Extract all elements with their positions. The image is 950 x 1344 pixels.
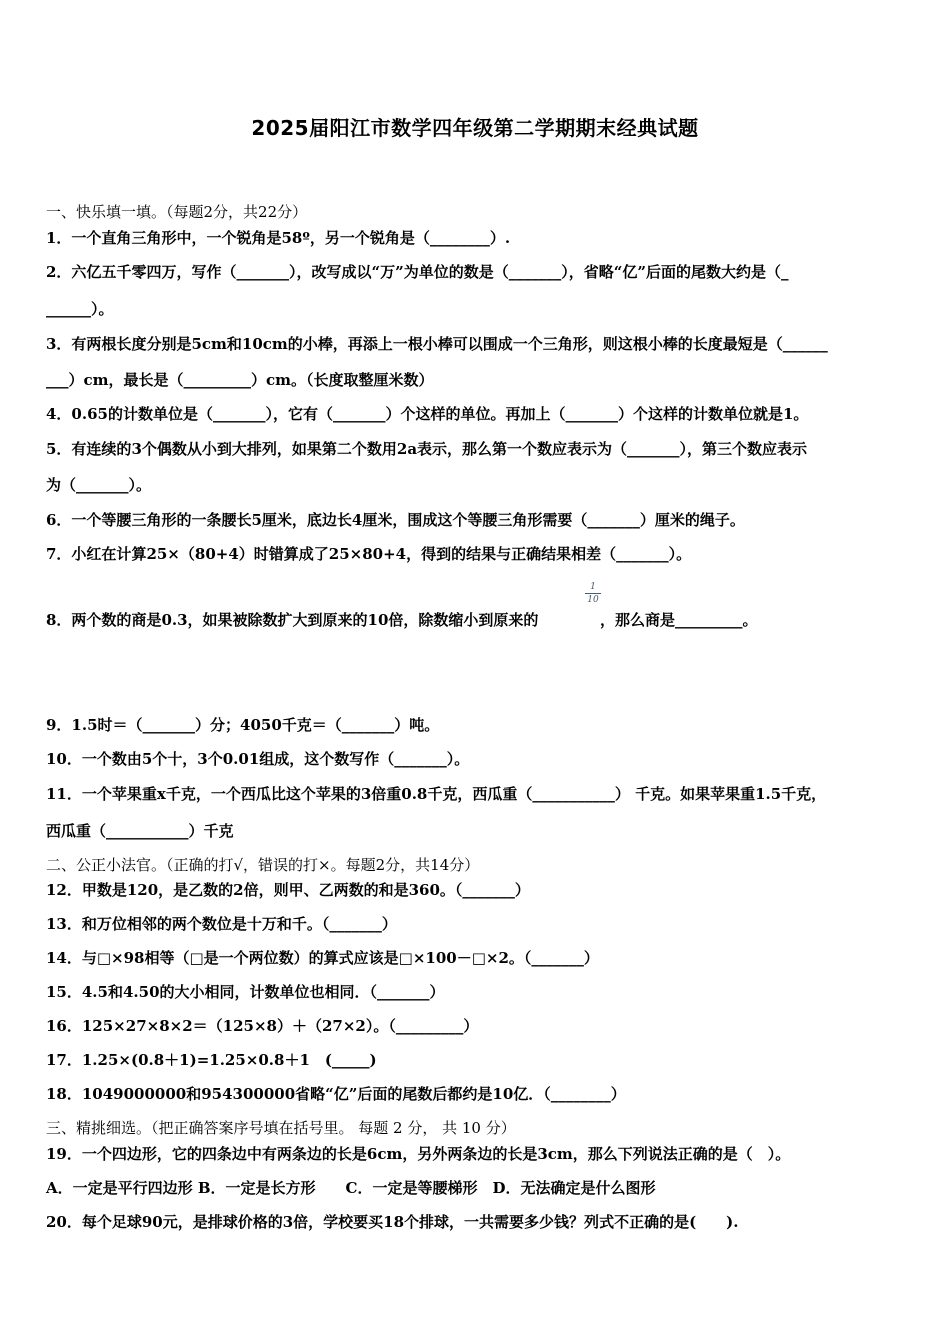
question-16: 16．125×27×8×2＝（125×8）＋（27×2）。（_________） — [46, 1017, 479, 1035]
page-title: 2025届阳江市数学四年级第二学期期末经典试题 — [251, 116, 699, 140]
question-8-part-2: ，那么商是_________。 — [600, 611, 758, 629]
question-6: 6．一个等腰三角形的一条腰长5厘米，底边长4厘米，围成这个等腰三角形需要（_______）厘米的绳子。 — [46, 511, 745, 529]
question-18: 18．1049000000和954300000省略“亿”后面的尾数后都约是10亿．（________） — [46, 1085, 626, 1103]
section-3-heading: 三、精挑细选。（把正确答案序号填在括号里。 每题 2 分， 共 10 分） — [46, 1119, 516, 1137]
fraction-numerator: 1 — [590, 582, 596, 592]
question-7: 7．小红在计算25×（80+4）时错算成了25×80+4，得到的结果与正确结果相差（_______）。 — [46, 545, 692, 563]
question-19-options: A．一定是平行四边形 B．一定是长方形 C．一定是等腰梯形 D．无法确定是什么图形 — [46, 1179, 656, 1197]
question-19: 19．一个四边形，它的四条边中有两条边的长是6cm，另外两条边的长是3cm，那么下列说法正确的是（ ）。 — [46, 1145, 791, 1163]
question-2-line-2: ______）。 — [46, 300, 114, 318]
question-12: 12．甲数是120，是乙数的2倍，则甲、乙两数的和是360。（_______） — [46, 881, 530, 899]
fraction-denominator: 10 — [587, 595, 599, 605]
question-17: 17．1.25×(0.8＋1)=1.25×0.8＋1 (_____) — [46, 1051, 377, 1069]
question-5-line-1: 5．有连续的3个偶数从小到大排列，如果第二个数用2a表示，那么第一个数应表示为（_______），第三个数应表示 — [46, 440, 808, 458]
question-20: 20．每个足球90元，是排球价格的3倍，学校要买18个排球，一共需要多少钱？列式不正确的是( ). — [46, 1213, 739, 1231]
question-11-line-2: 西瓜重（___________）千克 — [46, 822, 234, 840]
question-13: 13．和万位相邻的两个数位是十万和千。（_______） — [46, 915, 397, 933]
question-11-line-1: 11．一个苹果重x千克，一个西瓜比这个苹果的3倍重0.8千克，西瓜重（___________） 千克。如果苹果重1.5千克， — [46, 785, 827, 803]
section-2-heading: 二、公正小法官。（正确的打√，错误的打×。每题2分，共14分） — [46, 856, 480, 874]
question-5-line-2: 为（_______）。 — [46, 476, 152, 494]
question-14: 14．与□×98相等（□是一个两位数）的算式应该是□×100－□×2。（_______） — [46, 949, 599, 967]
question-10: 10．一个数由5个十，3个0.01组成，这个数写作（_______）。 — [46, 750, 470, 768]
question-3-line-2: ___）cm，最长是（_________）cm。（长度取整厘米数） — [46, 371, 434, 389]
section-1-heading: 一、快乐填一填。（每题2分，共22分） — [46, 203, 308, 221]
question-15: 15．4.5和4.50的大小相同，计数单位也相同．（_______） — [46, 983, 445, 1001]
question-1: 1．一个直角三角形中，一个锐角是58º，另一个锐角是（________）. — [46, 229, 511, 247]
question-4: 4．0.65的计数单位是（_______），它有（_______）个这样的单位。再加上（_______）个这样的计数单位就是1。 — [46, 405, 809, 423]
fraction-bar — [585, 593, 601, 594]
question-8-part-1: 8．两个数的商是0.3，如果被除数扩大到原来的10倍，除数缩小到原来的 — [46, 611, 539, 629]
question-2-line-1: 2．六亿五千零四万，写作（_______），改写成以“万”为单位的数是（_______），省略“亿”后面的尾数大约是（_ — [46, 263, 789, 281]
question-9: 9．1.5时＝（_______）分；4050千克＝（_______）吨。 — [46, 716, 440, 734]
fraction-one-tenth — [585, 582, 601, 605]
question-3-line-1: 3．有两根长度分别是5cm和10cm的小棒，再添上一根小棒可以围成一个三角形，则这根小棒的长度最短是（______ — [46, 335, 828, 353]
